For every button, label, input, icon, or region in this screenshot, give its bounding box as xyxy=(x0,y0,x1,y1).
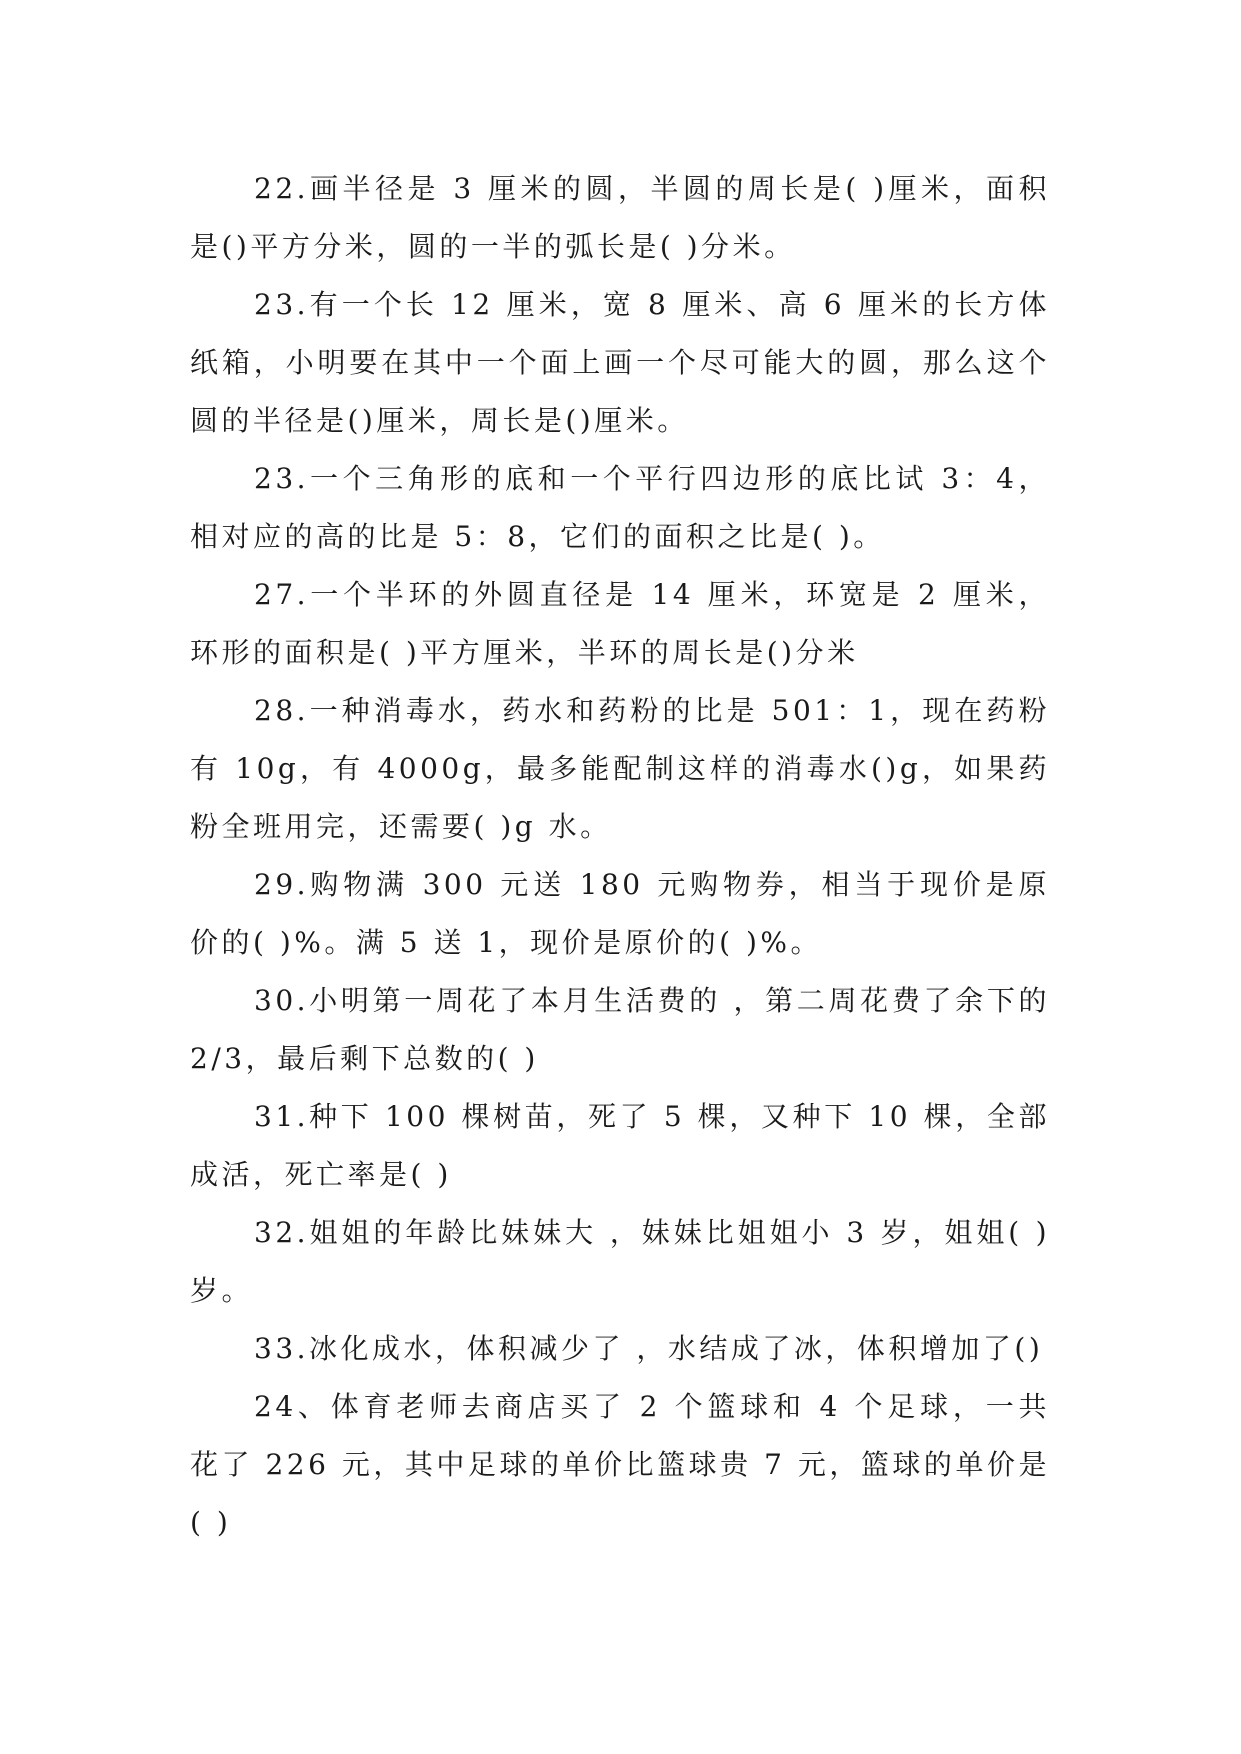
question-30: 30.小明第一周花了本月生活费的 ，第二周花费了余下的 2/3，最后剩下总数的( ) xyxy=(190,984,1050,1075)
question-32: 32.姐姐的年龄比妹妹大 ，妹妹比姐姐小 3 岁，姐姐( )岁。 xyxy=(190,1216,1050,1307)
question-29: 29.购物满 300 元送 180 元购物券，相当于现价是原价的( )%。满 5 送 1，现价是原价的( )%。 xyxy=(190,868,1050,959)
question-23-box: 23.有一个长 12 厘米，宽 8 厘米、高 6 厘米的长方体纸箱，小明要在其中一个面上画一个尽可能大的圆，那么这个圆的半径是()厘米，周长是()厘米。 xyxy=(190,288,1050,437)
question-28: 28.一种消毒水，药水和药粉的比是 501：1，现在药粉有 10g，有 4000g，最多能配制这样的消毒水()g，如果药粉全班用完，还需要( )g 水。 xyxy=(190,694,1050,843)
question-list xyxy=(190,160,1050,1552)
question-23-ratio: 23.一个三角形的底和一个平行四边形的底比试 3：4，相对应的高的比是 5：8，它们的面积之比是( )。 xyxy=(190,462,1050,553)
question-24: 24、体育老师去商店买了 2 个篮球和 4 个足球，一共花了 226 元，其中足球的单价比篮球贵 7 元，篮球的单价是( ) xyxy=(190,1390,1050,1539)
question-31: 31.种下 100 棵树苗，死了 5 棵，又种下 10 棵，全部成活，死亡率是( ) xyxy=(190,1100,1050,1191)
question-22: 22.画半径是 3 厘米的圆，半圆的周长是( )厘米，面积是()平方分米，圆的一半的弧长是( )分米。 xyxy=(190,172,1050,263)
question-33: 33.冰化成水，体积减少了 ，水结成了冰，体积增加了() xyxy=(254,1332,1044,1365)
question-27: 27.一个半环的外圆直径是 14 厘米，环宽是 2 厘米，环形的面积是( )平方厘米，半环的周长是()分米 xyxy=(190,578,1050,669)
